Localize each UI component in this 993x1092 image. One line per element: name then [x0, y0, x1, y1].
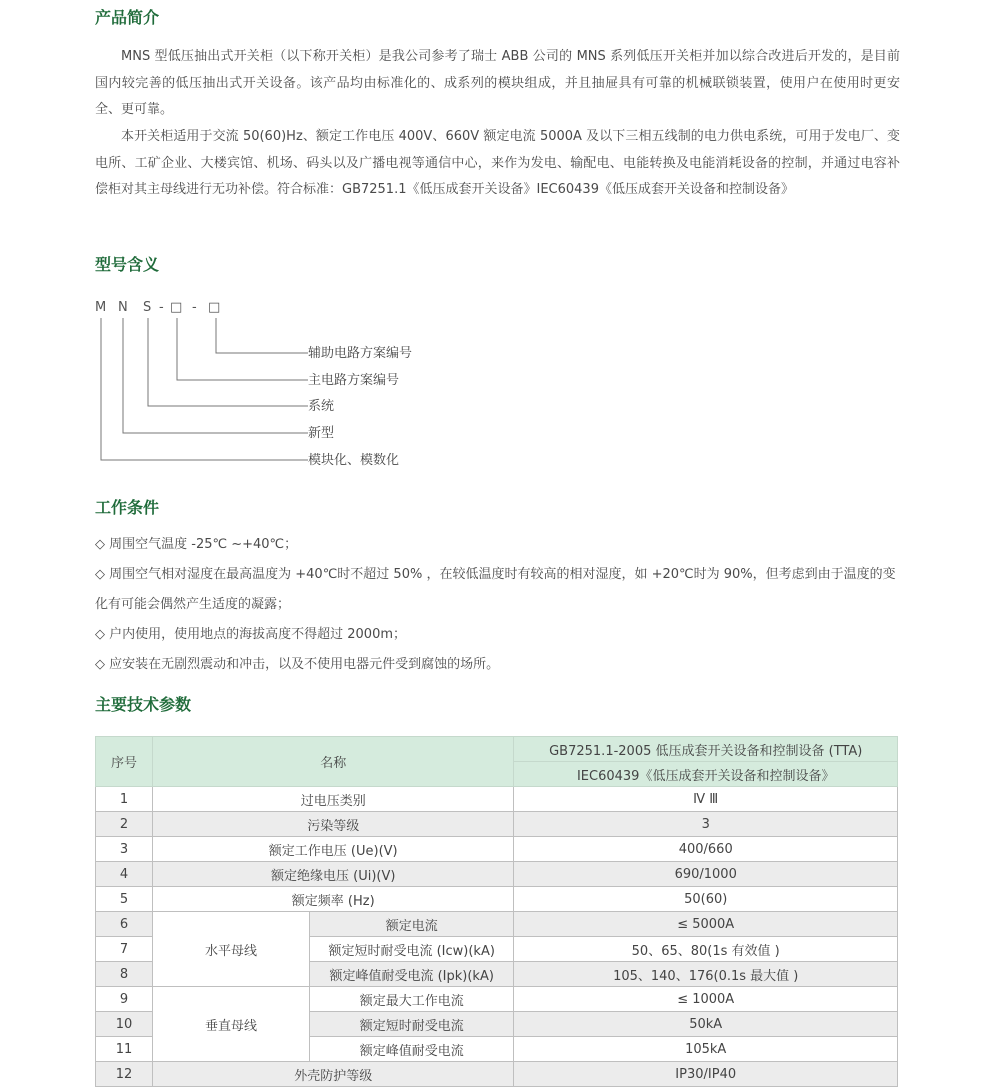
row-name: 过电压类别: [153, 787, 514, 812]
model-diagram: [95, 298, 495, 478]
condition-item: ◇ 应安装在无剧烈震动和冲击，以及不使用电器元件受到腐蚀的场所。: [95, 657, 500, 672]
row-value: Ⅳ Ⅲ: [514, 787, 898, 812]
line-modular: [101, 318, 308, 460]
header-standard-iec: IEC60439《低压成套开关设备和控制设备》: [514, 762, 898, 787]
condition-item: ◇ 户内使用，使用地点的海拔高度不得超过 2000m；: [95, 627, 407, 642]
row-no: 6: [96, 912, 153, 937]
code-dash-1: -: [159, 300, 164, 315]
specs-table: [95, 736, 898, 1087]
row-value: IP30/IP40: [514, 1062, 898, 1087]
row-name: 额定绝缘电压 (Ui)(V): [153, 862, 514, 887]
condition-item: ◇ 周围空气相对湿度在最高温度为 +40℃时不超过 50% ，在较低温度时有较高的相对湿度，如 +20℃时为 90%，但考虑到由于温度的变化有可能会偶然产生适度的凝露；: [95, 567, 896, 612]
label-modular: 模块化、模数化: [308, 453, 400, 468]
row-no: 4: [96, 862, 153, 887]
group-vertical-busbar: 垂直母线: [153, 987, 310, 1062]
conditions-title: 工作条件: [95, 498, 160, 517]
intro-title: 产品简介: [95, 8, 160, 27]
row-no: 10: [96, 1012, 153, 1037]
row-no: 12: [96, 1062, 153, 1087]
line-main: [177, 318, 308, 380]
table-row: [96, 812, 898, 837]
specs-title: 主要技术参数: [95, 695, 192, 714]
code-dash-2: -: [192, 300, 197, 315]
row-name: 额定频率 (Hz): [153, 887, 514, 912]
header-no: 序号: [96, 737, 153, 787]
row-value: 105、140、176(0.1s 最大值 ): [514, 962, 898, 987]
row-no: 9: [96, 987, 153, 1012]
table-row: [96, 862, 898, 887]
model-title: 型号含义: [95, 255, 160, 274]
row-no: 7: [96, 937, 153, 962]
table-row: [96, 887, 898, 912]
row-value: 50、65、80(1s 有效值 ): [514, 937, 898, 962]
intro-paragraph-2: 本开关柜适用于交流 50(60)Hz、额定工作电压 400V、660V 额定电流 5000A 及以下三相五线制的电力供电系统，可用于发电厂、变电所、工矿企业、大楼宾馆、机场、码头以及广播电视等通信中心，来作为发电、输配电、电能转换及电能消耗设备的控制，并通过电容补偿柜对其主母线进行无功补偿。符合标准：GB7251.1《低压成套开关设备》IEC60439《低压成套开关设备和控制设备》: [95, 129, 900, 197]
table-row: [96, 837, 898, 862]
row-name: 额定工作电压 (Ue)(V): [153, 837, 514, 862]
row-name: 额定峰值耐受电流 (Ipk)(kA): [310, 962, 514, 987]
code-box-2: □: [208, 300, 221, 315]
header-name: 名称: [153, 737, 514, 787]
group-horizontal-busbar: 水平母线: [153, 912, 310, 987]
row-value: 50kA: [514, 1012, 898, 1037]
table-row: [96, 912, 898, 937]
row-no: 3: [96, 837, 153, 862]
row-no: 2: [96, 812, 153, 837]
table-row: [96, 1062, 898, 1087]
row-value: ≤ 5000A: [514, 912, 898, 937]
table-row: [96, 787, 898, 812]
row-value: ≤ 1000A: [514, 987, 898, 1012]
conditions-list: [95, 530, 900, 680]
row-name: 额定最大工作电流: [310, 987, 514, 1012]
header-standard-gb: GB7251.1-2005 低压成套开关设备和控制设备 (TTA): [514, 737, 898, 762]
label-system: 系统: [308, 399, 335, 414]
code-letter-m: M: [95, 300, 107, 315]
row-value: 690/1000: [514, 862, 898, 887]
row-value: 50(60): [514, 887, 898, 912]
row-name: 额定短时耐受电流: [310, 1012, 514, 1037]
diagram-lines: [95, 298, 315, 478]
row-name: 额定短时耐受电流 (Icw)(kA): [310, 937, 514, 962]
table-row: [96, 987, 898, 1012]
code-letter-s: S: [143, 300, 152, 315]
row-no: 1: [96, 787, 153, 812]
label-aux-circuit: 辅助电路方案编号: [308, 346, 413, 361]
intro-paragraph-1: MNS 型低压抽出式开关柜（以下称开关柜）是我公司参考了瑞士 ABB 公司的 MNS 系列低压开关柜并加以综合改进后开发的，是目前国内较完善的低压抽出式开关设备。该产品均由标准化的、成系列的模块组成，并且抽屉具有可靠的机械联锁装置，使用户在使用时更安全、更可靠。: [95, 49, 900, 117]
line-system: [148, 318, 308, 406]
row-value: 105kA: [514, 1037, 898, 1062]
row-name: 额定电流: [310, 912, 514, 937]
row-name: 额定峰值耐受电流: [310, 1037, 514, 1062]
code-letter-n: N: [118, 300, 128, 315]
row-no: 5: [96, 887, 153, 912]
row-value: 3: [514, 812, 898, 837]
row-value: 400/660: [514, 837, 898, 862]
row-no: 8: [96, 962, 153, 987]
label-new-type: 新型: [308, 426, 335, 441]
row-no: 11: [96, 1037, 153, 1062]
label-main-circuit: 主电路方案编号: [308, 373, 400, 388]
condition-item: ◇ 周围空气温度 -25℃ ~+40℃；: [95, 537, 298, 552]
line-aux: [216, 318, 308, 353]
row-name: 外壳防护等级: [153, 1062, 514, 1087]
code-box-1: □: [170, 300, 183, 315]
row-name: 污染等级: [153, 812, 514, 837]
